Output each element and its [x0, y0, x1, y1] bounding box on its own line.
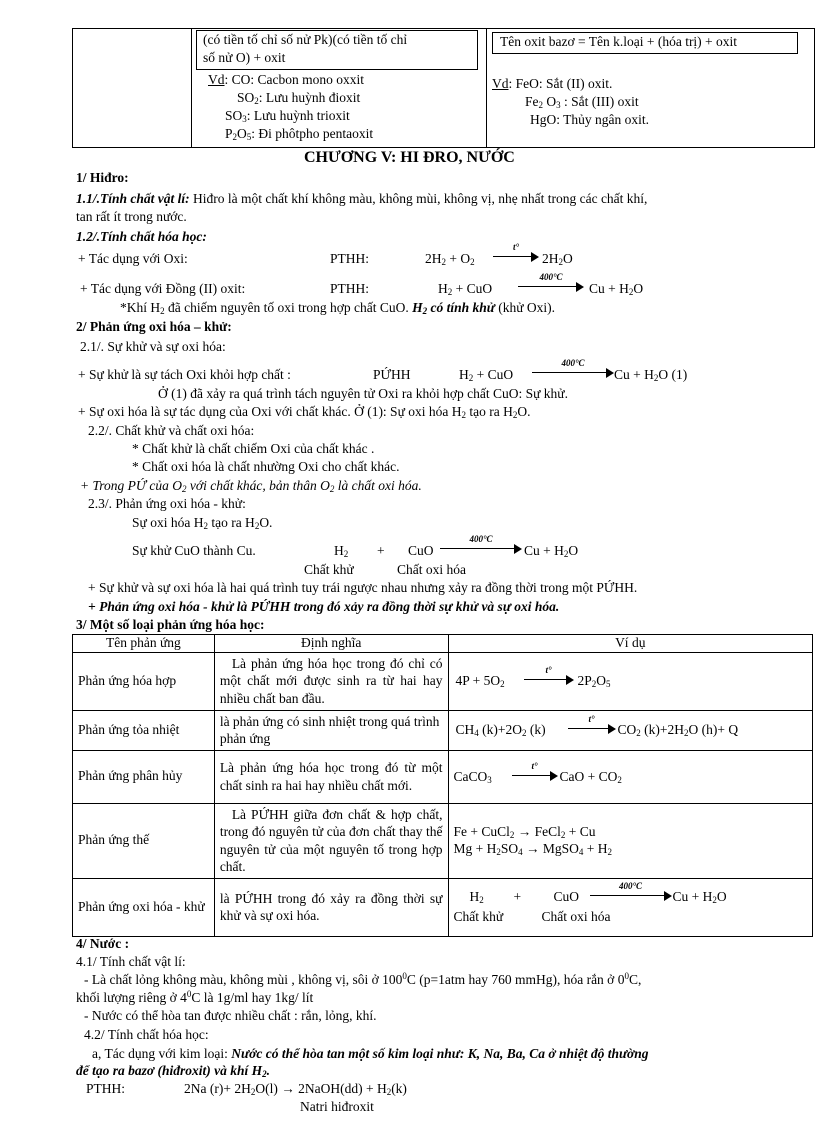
equation: Fe + CuCl$_2$ → FeCl$_2$ + Cu: [453, 823, 596, 840]
table-row: [73, 750, 813, 803]
section-heading: 2/ Phản ứng oxi hóa – khử:: [76, 319, 232, 334]
reaction-definition: Là phản ứng hóa học trong đó từ một chất sinh ra hai hay nhiều chất mới.: [214, 750, 448, 803]
equation: $2H_2O$: [542, 251, 573, 267]
label: Chất khử: [304, 562, 354, 577]
reaction-example: [448, 803, 813, 878]
paragraph: để tạo ra bazơ (hiđroxit) và khí $H_2$.: [76, 1063, 271, 1079]
paragraph: - Nước có thể hòa tan được nhiều chất : rắn, lỏng, khí.: [84, 1008, 377, 1023]
label: Natri hiđroxit: [300, 1099, 374, 1114]
reaction-arrow: t°: [512, 771, 558, 781]
paragraph: * Chất khử là chất chiếm Oxi của chất khác .: [132, 441, 375, 456]
rule-text: (có tiền tố chỉ số nử Pk)(có tiền tố chỉ: [203, 32, 408, 47]
subsection-heading: 2.2/. Chất khử và chất oxi hóa:: [88, 423, 255, 438]
reaction-example: $CH_4$ $(k)+2O_2$ (k) t° $CO_2$ $(k)+2H_2O$ (h)+ Q: [448, 710, 813, 750]
reaction-arrow: t°: [568, 724, 616, 734]
example-line: $SO_3$: Lưu huỳnh trioxit: [225, 108, 350, 124]
equation: CuO: [408, 543, 434, 558]
section-heading: 4/ Nước :: [76, 936, 130, 951]
subsection-heading: 2.3/. Phản ứng oxi hóa - khử:: [88, 496, 246, 511]
paragraph: + Sự khử là sự tách Oxi khỏi hợp chất :: [78, 367, 291, 382]
reaction-arrow: 400°C: [440, 544, 522, 554]
reaction-name: Phản ứng oxi hóa - khử: [73, 878, 215, 936]
reaction-arrow: t°: [524, 675, 574, 685]
table-row: [73, 878, 813, 936]
column-header: Ví dụ: [448, 635, 813, 653]
table-divider: [191, 29, 192, 147]
example-line: $Fe_2$ $O_3$ : Sắt (III) oxit: [525, 94, 639, 110]
rule-text: số nử O) + oxit: [203, 50, 286, 65]
subsection-heading: 1.2/.Tính chất hóa học:: [76, 229, 207, 244]
paragraph: a, Tác dụng với kim loại: Nước có thể hòa tan một số kim loại như: K, Na, Ba, Ca ở nhiệt độ thường: [92, 1046, 649, 1061]
reaction-definition: là phản ứng có sinh nhiệt trong quá trình phản ứng: [214, 710, 448, 750]
reaction-name: Phản ứng tỏa nhiệt: [73, 710, 215, 750]
table-row: [73, 652, 813, 710]
reaction-arrow: t°: [493, 252, 539, 262]
paragraph: 1.1/.Tính chất vật lí: Hiđro là một chất khí không màu, không mùi, không vị, nhẹ nhất trong các chất khí,: [76, 191, 648, 206]
reaction-label: + Tác dụng với Oxi:: [78, 251, 188, 266]
equation: $H_2$: [334, 543, 349, 559]
equation: $H_2$ + CuO: [438, 281, 493, 297]
example-line: HgO: Thủy ngân oxit.: [530, 112, 649, 127]
subsection-heading: 4.1/ Tính chất vật lí:: [76, 954, 186, 969]
paragraph: * Chất oxi hóa là chất nhường Oxi cho chất khác.: [132, 459, 400, 474]
reaction-name: Phản ứng thế: [73, 803, 215, 878]
equation: +: [377, 543, 385, 558]
paragraph: tan rất ít trong nước.: [76, 209, 187, 224]
pthh-label: PTHH:: [330, 251, 370, 266]
paragraph: Sự khử CuO thành Cu.: [132, 543, 256, 558]
table-divider: [486, 29, 487, 147]
reaction-example: $4P + 5O_2$ t° $2P_2O_5$: [448, 652, 813, 710]
reaction-arrow: 400°C: [532, 368, 614, 378]
pthh-label: PTHH:: [86, 1081, 126, 1096]
reaction-arrow: 400°C: [590, 891, 672, 901]
label: Chất oxi hóa: [397, 562, 466, 577]
example-line: Vd: FeO: Sắt (II) oxit.: [492, 76, 613, 91]
pthh-label: PTHH:: [330, 281, 370, 296]
paragraph: + Sự khử và sự oxi hóa là hai quá trình tuy trái ngược nhau nhưng xảy ra đồng thời trong một PỨHH.: [88, 580, 638, 595]
paragraph: Sự oxi hóa $H_2$ tạo ra $H_2O$.: [132, 515, 273, 531]
reaction-label: + Tác dụng với Đồng (II) oxit:: [80, 281, 246, 296]
reaction-name: Phản ứng hóa hợp: [73, 652, 215, 710]
section-heading: 3/ Một số loại phản ứng hóa học:: [76, 617, 265, 632]
chapter-title: CHƯƠNG V: HI ĐRO, NƯỚC: [304, 149, 515, 166]
note: *Khí $H_2$ đã chiếm nguyên tố oxi trong hợp chất CuO. $H_2$ có tính khử (khử Oxi).: [120, 300, 556, 316]
equation: 2Na $(r)+ 2H_2O(l)$ → 2NaOH(dd) + $H_2(k)$: [184, 1081, 407, 1097]
reaction-definition: Là phản ứng hóa học trong đó chỉ có một chất mới được sinh ra từ hai hay nhiều chất ban đầu.: [214, 652, 448, 710]
section-heading: 1/ Hiđro:: [76, 170, 129, 185]
paragraph: Ở (1) đã xảy ra quá trình tách nguyên tử Oxi ra khỏi hợp chất CuO: Sự khử.: [158, 386, 569, 401]
reaction-types-table: [72, 634, 813, 937]
rule-text: Tên oxit bazơ = Tên k.loại + (hóa trị) + oxit: [500, 34, 738, 49]
table-row: [73, 710, 813, 750]
paragraph: + Trong PỨ của $O_2$ với chất khác, bản thân $O_2$ là chất oxi hóa.: [80, 478, 422, 494]
reaction-definition: là PỨHH trong đó xảy ra đồng thời sự khử và sự oxi hóa.: [214, 878, 448, 936]
example-line: Vd: CO: Cacbon mono oxxit: [208, 72, 364, 87]
paragraph: + Phản ứng oxi hóa - khử là PỨHH trong đó xảy ra đồng thời sự khử và sự oxi hóa.: [88, 599, 560, 614]
reaction-example: $H_2$ + CuO 400°C $Cu + H_2O$ Chất khử Chất oxi hóa: [448, 878, 813, 936]
table-row: [73, 803, 813, 878]
puhh-label: PỨHH: [373, 367, 411, 382]
reaction-example: CaCO$_3$ t° CaO + $CO_2$: [448, 750, 813, 803]
equation: $Cu + H_2O$ (1): [614, 367, 688, 383]
reaction-name: Phản ứng phân hủy: [73, 750, 215, 803]
paragraph: - Là chất lỏng không màu, không mùi , không vị, sôi ở $100^0C$ (p=1atm hay 760 mmHg), hóa rắn ở $0^0C$,: [84, 971, 642, 987]
equation: $Cu + H_2O$: [589, 281, 644, 297]
paragraph: + Sự oxi hóa là sự tác dụng của Oxi với chất khác. Ở (1): Sự oxi hóa $H_2$ tạo ra $H_2O$.: [78, 404, 531, 420]
reaction-definition: Là PỨHH giữa đơn chất & hợp chất, trong đó nguyên tử của đơn chất thay thế nguyên tử của một nguyên tố trong hợp chất.: [214, 803, 448, 878]
equation: $2H_2 + O_2$: [425, 251, 475, 267]
equation: $Cu + H_2O$: [524, 543, 579, 559]
paragraph: khối lượng riêng ở $4^0C$ là 1g/ml hay 1kg/ lít: [76, 989, 314, 1005]
column-header: Tên phản ứng: [73, 635, 215, 653]
subsection-heading: 4.2/ Tính chất hóa học:: [84, 1027, 209, 1042]
reaction-arrow: 400°C: [518, 282, 584, 292]
example-line: $P_2O_5$: Đi phôtpho pentaoxit: [225, 126, 374, 142]
subsection-heading: 2.1/. Sự khử và sự oxi hóa:: [80, 339, 226, 354]
column-header: Định nghĩa: [214, 635, 448, 653]
equation: $H_2$ + CuO: [459, 367, 514, 383]
equation: $Mg + H_2SO_4$ → MgSO$_4$ + $H_2$: [453, 840, 613, 857]
example-line: $SO_2$: Lưu huỳnh đioxit: [237, 90, 361, 106]
